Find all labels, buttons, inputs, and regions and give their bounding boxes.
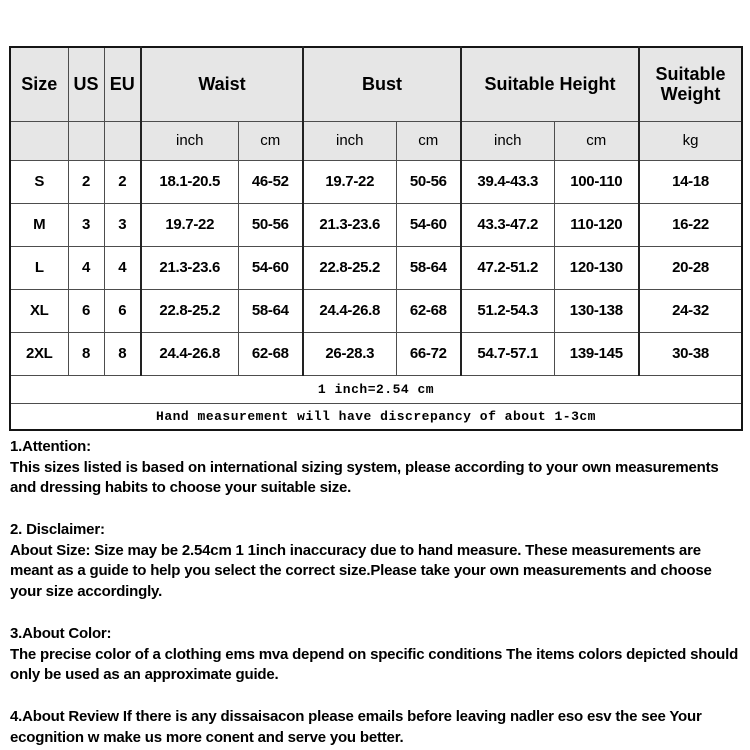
note-body: About Size: Size may be 2.54cm 1 1inch inaccuracy due to hand measure. These measurements are meant as a guide to help you select the correct size.Please take your own measurements and choose your size accordingly. (10, 541, 712, 601)
table-row (10, 246, 742, 289)
footnote-inch-conversion: 1 inch=2.54 cm (10, 375, 742, 403)
cell-waist-inch: 21.3-23.6 (141, 246, 238, 289)
units-empty-eu (104, 121, 141, 160)
header-bust: Bust (303, 47, 461, 121)
cell-height-cm: 139-145 (554, 332, 639, 375)
cell-height-inch: 47.2-51.2 (461, 246, 554, 289)
cell-waist-cm: 62-68 (238, 332, 303, 375)
cell-height-cm: 120-130 (554, 246, 639, 289)
units-waist-inch: inch (141, 121, 238, 160)
header-eu: EU (104, 47, 141, 121)
footnote-hand-measurement: Hand measurement will have discrepancy of about 1-3cm (10, 403, 742, 430)
cell-eu: 6 (104, 289, 141, 332)
cell-bust-cm: 66-72 (396, 332, 461, 375)
cell-height-inch: 43.3-47.2 (461, 203, 554, 246)
cell-waist-cm: 46-52 (238, 160, 303, 203)
note-heading: 1.Attention: (10, 438, 91, 455)
cell-height-inch: 39.4-43.3 (461, 160, 554, 203)
units-waist-cm: cm (238, 121, 303, 160)
cell-waist-cm: 50-56 (238, 203, 303, 246)
units-bust-cm: cm (396, 121, 461, 160)
cell-waist-cm: 58-64 (238, 289, 303, 332)
note-heading: 3.About Color: (10, 624, 112, 642)
cell-height-cm: 130-138 (554, 289, 639, 332)
cell-bust-cm: 54-60 (396, 203, 461, 246)
header-suitable-weight: Suitable Weight (639, 47, 742, 121)
cell-bust-cm: 62-68 (396, 289, 461, 332)
units-height-cm: cm (554, 121, 639, 160)
cell-waist-cm: 54-60 (238, 246, 303, 289)
note-body: 4.About Review If there is any dissaisacon please emails before leaving nadler eso esv the see Your ecognition w make us more conent and serve you better. (10, 707, 702, 746)
notes-section (10, 437, 742, 750)
cell-eu: 4 (104, 246, 141, 289)
size-chart-table (9, 46, 743, 431)
note-disclaimer (10, 520, 742, 603)
cell-bust-cm: 58-64 (396, 246, 461, 289)
cell-height-inch: 51.2-54.3 (461, 289, 554, 332)
cell-us: 8 (68, 332, 104, 375)
header-waist: Waist (141, 47, 303, 121)
table-row (10, 332, 742, 375)
cell-waist-inch: 18.1-20.5 (141, 160, 238, 203)
note-about-review (10, 707, 742, 748)
cell-bust-inch: 19.7-22 (303, 160, 396, 203)
table-row (10, 289, 742, 332)
cell-weight-kg: 24-32 (639, 289, 742, 332)
cell-bust-cm: 50-56 (396, 160, 461, 203)
footnote-row (10, 403, 742, 430)
cell-eu: 2 (104, 160, 141, 203)
cell-us: 6 (68, 289, 104, 332)
cell-size: S (10, 160, 68, 203)
header-us: US (68, 47, 104, 121)
footnote-row (10, 375, 742, 403)
cell-us: 3 (68, 203, 104, 246)
note-attention (10, 437, 742, 499)
cell-height-cm: 100-110 (554, 160, 639, 203)
cell-waist-inch: 19.7-22 (141, 203, 238, 246)
cell-size: L (10, 246, 68, 289)
cell-weight-kg: 16-22 (639, 203, 742, 246)
cell-bust-inch: 26-28.3 (303, 332, 396, 375)
units-weight-kg: kg (639, 121, 742, 160)
cell-height-inch: 54.7-57.1 (461, 332, 554, 375)
cell-height-cm: 110-120 (554, 203, 639, 246)
note-heading: 2. Disclaimer: (10, 521, 105, 539)
table-row (10, 203, 742, 246)
table-header-row (10, 47, 742, 121)
cell-us: 2 (68, 160, 104, 203)
units-empty-size (10, 121, 68, 160)
table-row (10, 160, 742, 203)
note-body: This sizes listed is based on international sizing system, please according to your own measurements and dressing habits to choose your suitable size. (10, 458, 719, 497)
cell-waist-inch: 22.8-25.2 (141, 289, 238, 332)
cell-eu: 3 (104, 203, 141, 246)
cell-size: M (10, 203, 68, 246)
header-suitable-height: Suitable Height (461, 47, 639, 121)
units-bust-inch: inch (303, 121, 396, 160)
cell-weight-kg: 30-38 (639, 332, 742, 375)
note-body: The precise color of a clothing ems mva depend on specific conditions The items colors depicted should only be used as an approximate guide. (10, 645, 739, 684)
units-empty-us (68, 121, 104, 160)
table-units-row (10, 121, 742, 160)
cell-bust-inch: 22.8-25.2 (303, 246, 396, 289)
cell-bust-inch: 24.4-26.8 (303, 289, 396, 332)
cell-eu: 8 (104, 332, 141, 375)
cell-bust-inch: 21.3-23.6 (303, 203, 396, 246)
header-size: Size (10, 47, 68, 121)
cell-weight-kg: 14-18 (639, 160, 742, 203)
cell-waist-inch: 24.4-26.8 (141, 332, 238, 375)
cell-weight-kg: 20-28 (639, 246, 742, 289)
cell-us: 4 (68, 246, 104, 289)
note-about-color (10, 624, 742, 686)
cell-size: 2XL (10, 332, 68, 375)
units-height-inch: inch (461, 121, 554, 160)
cell-size: XL (10, 289, 68, 332)
